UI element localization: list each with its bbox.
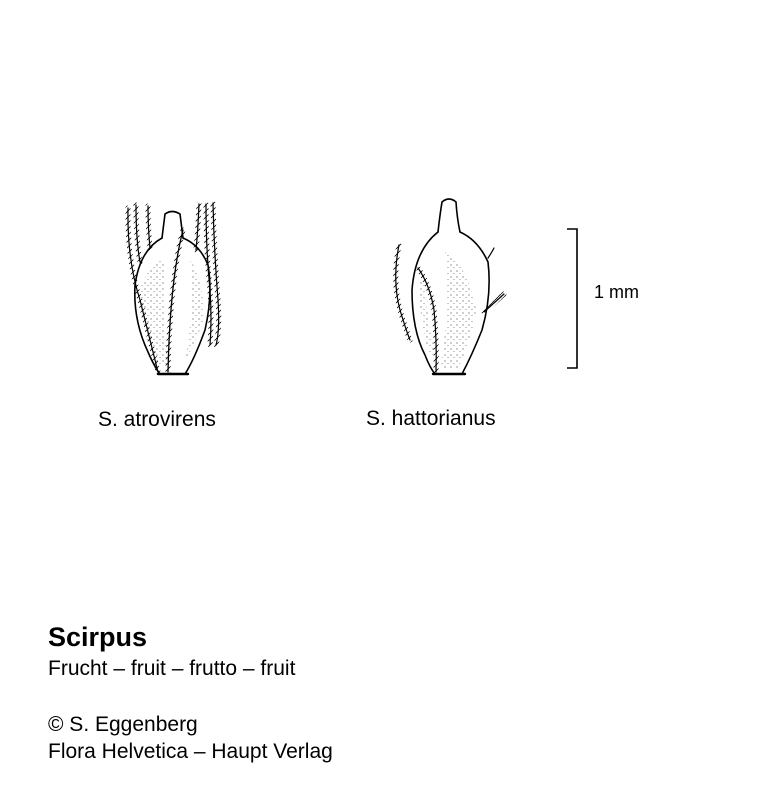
publisher-text: Flora Helvetica – Haupt Verlag	[48, 740, 333, 763]
atrovirens-fruit-drawing	[128, 203, 219, 374]
specimen-label-hattorianus: S. hattorianus	[366, 407, 496, 430]
caption-subtitle: Frucht – fruit – frutto – fruit	[48, 657, 296, 680]
hattorianus-fruit-drawing	[396, 199, 504, 374]
scale-bar	[567, 229, 577, 368]
copyright-text: © S. Eggenberg	[48, 713, 198, 736]
genus-title: Scirpus	[48, 622, 148, 652]
scale-bar-label: 1 mm	[594, 282, 639, 302]
specimen-label-atrovirens: S. atrovirens	[98, 408, 216, 431]
